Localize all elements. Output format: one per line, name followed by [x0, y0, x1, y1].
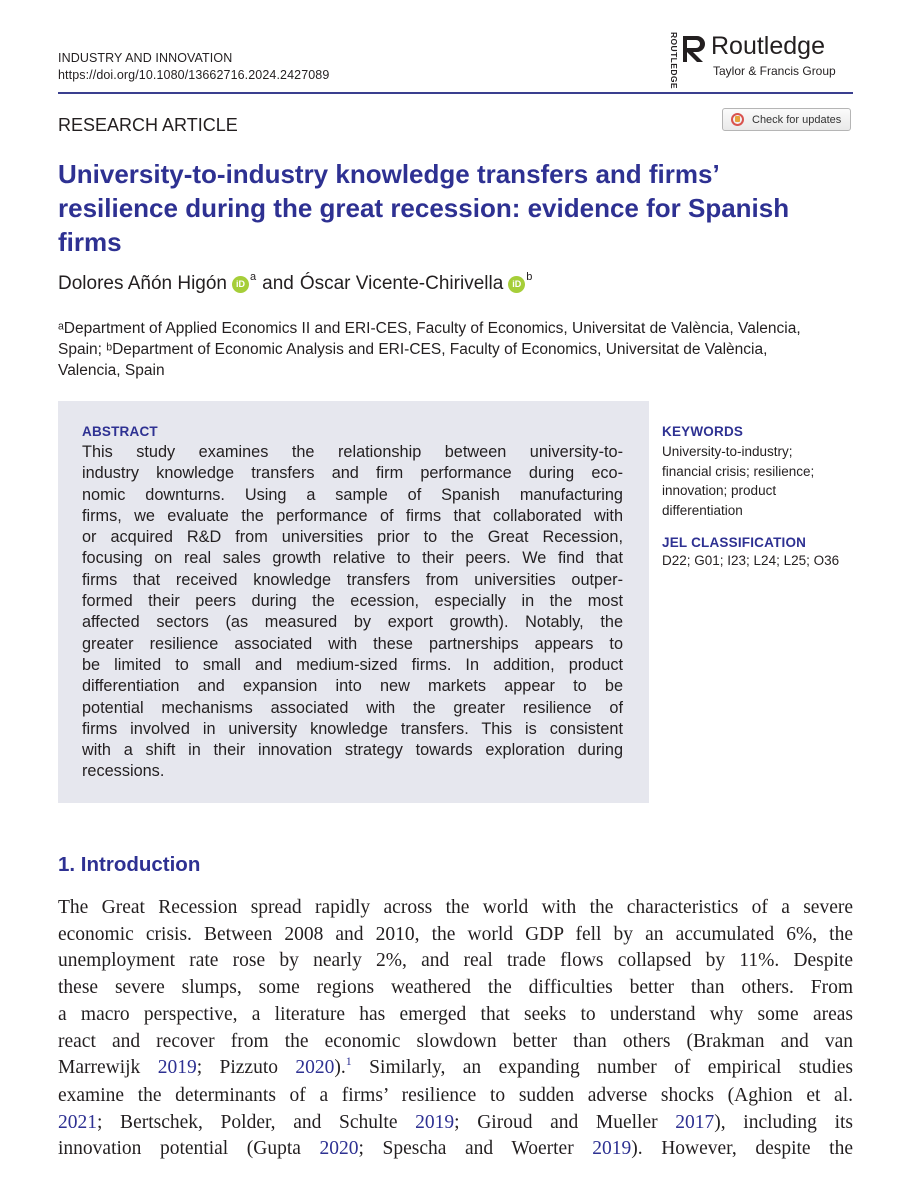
- body-text-run: ), including its: [714, 1111, 854, 1133]
- affiliation-line: Valencia, Spain: [58, 362, 165, 379]
- body-text-run: ; Spescha and Woerter: [358, 1138, 593, 1160]
- body-text-run: Similarly, an expanding number of empirical studies: [351, 1057, 853, 1079]
- body-line: examine the determinants of a firms’ resilience to sudden adverse shocks (Aghion et al.: [58, 1084, 853, 1106]
- abstract-line: affected sectors (as measured by export growth). Notably, the: [82, 613, 623, 632]
- abstract-line: greater resilience associated with these partnerships appears to: [82, 634, 623, 653]
- author-list: [58, 273, 532, 295]
- affiliation-line: ᵃDepartment of Applied Economics II and ERI-CES, Faculty of Economics, Universitat de València, Valencia,: [58, 320, 801, 337]
- check-for-updates-button[interactable]: [722, 108, 851, 131]
- body-line: [58, 1110, 853, 1137]
- header-rule: [58, 92, 853, 94]
- body-text-run: ; Pizzuto: [196, 1057, 296, 1079]
- citation-link[interactable]: 2021: [58, 1111, 97, 1133]
- journal-name: INDUSTRY AND INNOVATION: [58, 51, 233, 65]
- orcid-icon[interactable]: iD: [508, 276, 525, 293]
- abstract-line: industry knowledge transfers and firm performance during eco-: [82, 464, 623, 483]
- body-text-run: ; Giroud and Mueller: [454, 1111, 676, 1133]
- introduction-body: [58, 895, 853, 1163]
- body-line: a macro perspective, a literature has emerged that seeks to understand why some areas: [58, 1003, 853, 1025]
- keyword-line: financial crisis; resilience;: [662, 463, 815, 479]
- abstract-line: recessions.: [82, 762, 165, 781]
- body-text-run: ).: [334, 1057, 346, 1079]
- check-updates-label: Check for updates: [752, 113, 842, 126]
- abstract-line: differentiation and expansion into new markets appear to be: [82, 677, 623, 696]
- abstract-line: with a shift in their innovation strategy towards exploration during: [82, 741, 623, 760]
- affiliation-marker: b: [526, 271, 533, 283]
- keywords-list: [662, 442, 862, 520]
- routledge-logo-icon: [681, 34, 707, 64]
- author-connector: and: [262, 273, 294, 294]
- body-line: unemployment rate rose by nearly 2%, and real trade flows collapsed by 11%. Despite: [58, 950, 853, 972]
- abstract-line: focusing on real sales growth relative to their peers. We find that: [82, 549, 623, 568]
- keywords-heading: KEYWORDS: [662, 424, 744, 439]
- abstract-line: firms, we evaluate the performance of firms that collaborated with: [82, 506, 623, 525]
- abstract-line: potential mechanisms associated with the greater resilience of: [82, 698, 623, 717]
- journal-header: [58, 50, 329, 84]
- keyword-line: University-to-industry;: [662, 444, 793, 459]
- citation-link[interactable]: 2019: [592, 1138, 632, 1160]
- jel-codes: D22; G01; I23; L24; L25; O36: [662, 553, 840, 568]
- abstract-text: [82, 442, 623, 783]
- author-name[interactable]: Óscar Vicente-Chirivella: [299, 273, 504, 294]
- orcid-icon[interactable]: iD: [232, 276, 249, 293]
- citation-link[interactable]: 2020: [319, 1138, 359, 1160]
- citation-link[interactable]: 2019: [157, 1057, 197, 1079]
- abstract-line: formed their peers during the ecession, especially in the most: [82, 592, 623, 611]
- abstract-line: nomic downturns. Using a sample of Spanish manufacturing: [82, 485, 623, 504]
- keyword-line: innovation; product: [662, 483, 777, 498]
- abstract-heading: ABSTRACT: [82, 424, 158, 439]
- citation-link[interactable]: 2017: [675, 1111, 715, 1133]
- title-line: University-to-industry knowledge transfers and firms’: [58, 159, 720, 189]
- article-title: [58, 157, 868, 259]
- doi-link[interactable]: https://doi.org/10.1080/13662716.2024.2427089: [58, 68, 330, 82]
- abstract-line: be limited to small and medium-sized firms. In addition, product: [82, 655, 623, 674]
- title-line: firms: [58, 227, 122, 257]
- abstract-line: firms that received knowledge transfers from universities outper-: [82, 570, 623, 589]
- section-heading: 1. Introduction: [58, 853, 201, 876]
- citation-link[interactable]: 2020: [295, 1057, 335, 1079]
- publisher-vertical-label: ROUTLEDGE: [669, 32, 679, 89]
- body-text-run: innovation potential (Gupta: [58, 1138, 320, 1160]
- crossmark-icon: [731, 113, 744, 126]
- abstract-line: firms involved in university knowledge transfers. This is consistent: [82, 719, 623, 738]
- body-line: The Great Recession spread rapidly across the world with the characteristics of a severe: [58, 897, 853, 918]
- body-line: these severe slumps, some regions weathered the difficulties better than others. From: [58, 977, 853, 999]
- citation-link[interactable]: 2019: [415, 1111, 455, 1133]
- title-line: resilience during the great recession: evidence for Spanish: [58, 193, 790, 223]
- body-text-run: Marrewijk: [58, 1057, 158, 1079]
- body-line: [58, 1136, 853, 1163]
- abstract-line: or acquired R&D from universities prior to the Great Recession,: [82, 528, 623, 547]
- body-line: [58, 1055, 853, 1083]
- article-type: RESEARCH ARTICLE: [58, 115, 238, 135]
- jel-heading: JEL CLASSIFICATION: [662, 535, 807, 550]
- publisher-group: Taylor & Francis Group: [713, 64, 836, 78]
- body-line: react and recover from the economic slowdown better than others (Brakman and van: [58, 1030, 853, 1052]
- publisher-name: Routledge: [711, 32, 825, 60]
- affiliation-marker: a: [250, 271, 257, 283]
- body-line: economic crisis. Between 2008 and 2010, the world GDP fell by an accumulated 6%, the: [58, 923, 853, 945]
- keyword-line: differentiation: [662, 502, 743, 518]
- affiliations: [58, 318, 858, 381]
- author-name[interactable]: Dolores Añón Higón: [58, 273, 227, 294]
- abstract-line: This study examines the relationship between university-to-: [82, 443, 623, 461]
- body-text-run: ; Bertschek, Polder, and Schulte: [97, 1111, 416, 1133]
- affiliation-line: Spain; ᵇDepartment of Economic Analysis and ERI-CES, Faculty of Economics, Universitat de València,: [58, 341, 768, 358]
- publisher-logo[interactable]: [665, 30, 865, 89]
- body-text-run: ). However, despite the: [631, 1138, 853, 1160]
- footnote-link[interactable]: 1: [345, 1054, 352, 1069]
